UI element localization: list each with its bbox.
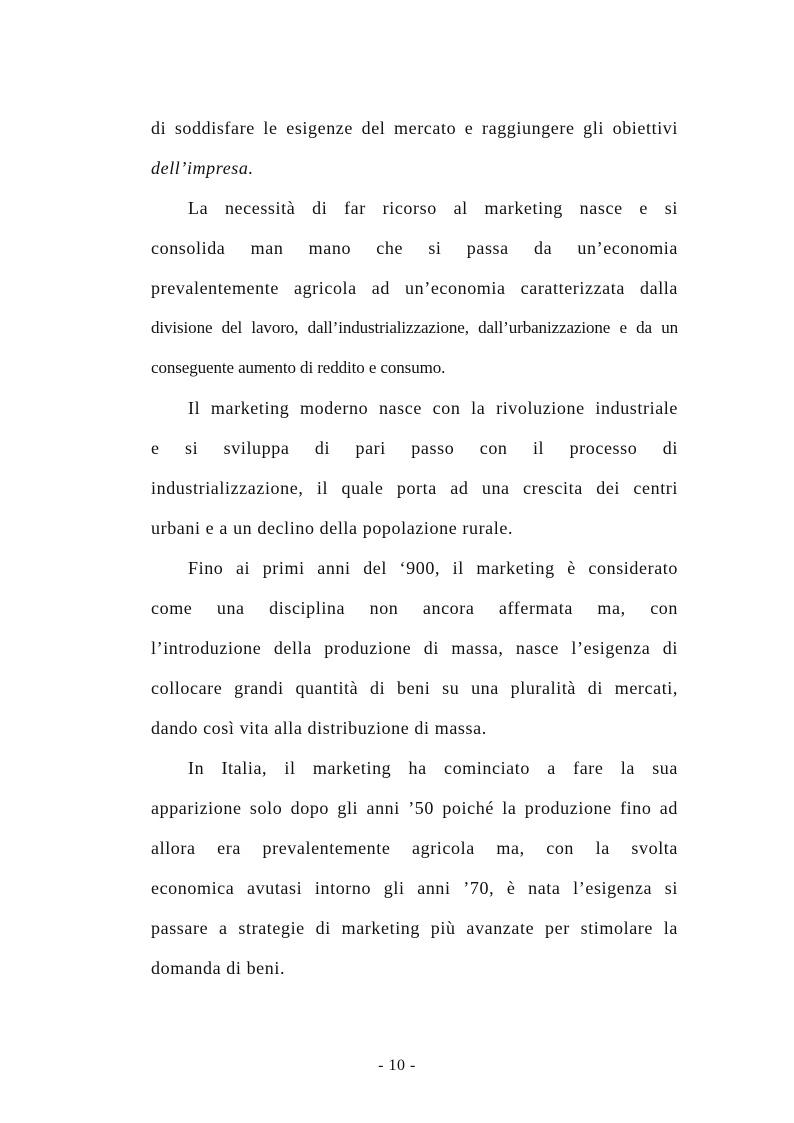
text-line: passare a strategie di marketing più avanzate per stimolare la [151,918,678,938]
text-line: domanda di beni. [151,958,286,978]
text-line: allora era prevalentemente agricola ma, con la svolta [151,838,678,858]
text-line: divisione del lavoro, dall’industrializzazione, dall’urbanizzazione e da un [151,318,678,337]
paragraph-start-line: La necessità di far ricorso al marketing nasce e si [188,198,678,218]
text-line: e si sviluppa di pari passo con il processo di [151,438,678,458]
page-number: - 10 - [378,1057,416,1074]
text-line: urbani e a un declino della popolazione rurale. [151,518,514,538]
paragraph-start-line: Il marketing moderno nasce con la rivoluzione industriale [188,398,678,418]
text-line: prevalentemente agricola ad un’economia caratterizzata dalla [151,278,678,298]
text-line: conseguente aumento di reddito e consumo. [151,358,446,377]
text-line: di soddisfare le esigenze del mercato e raggiungere gli obiettivi [151,118,678,138]
paragraph-start-line: Fino ai primi anni del ‘900, il marketing è considerato [188,558,678,578]
paragraph-start-line: In Italia, il marketing ha cominciato a fare la sua [188,758,678,778]
text-line: collocare grandi quantità di beni su una pluralità di mercati, [151,678,678,698]
text-line [151,148,678,188]
text-line: apparizione solo dopo gli anni ’50 poiché la produzione fino ad [151,798,678,818]
italic-text: dell’impresa. [151,158,254,178]
text-line: dando così vita alla distribuzione di massa. [151,718,487,738]
text-line: come una disciplina non ancora affermata ma, con [151,598,678,618]
document-body [151,108,678,988]
text-line: l’introduzione della produzione di massa, nasce l’esigenza di [151,638,678,658]
text-line: industrializzazione, il quale porta ad una crescita dei centri [151,478,678,498]
text-line: economica avutasi intorno gli anni ’70, è nata l’esigenza si [151,878,678,898]
text-line: consolida man mano che si passa da un’economia [151,238,678,258]
